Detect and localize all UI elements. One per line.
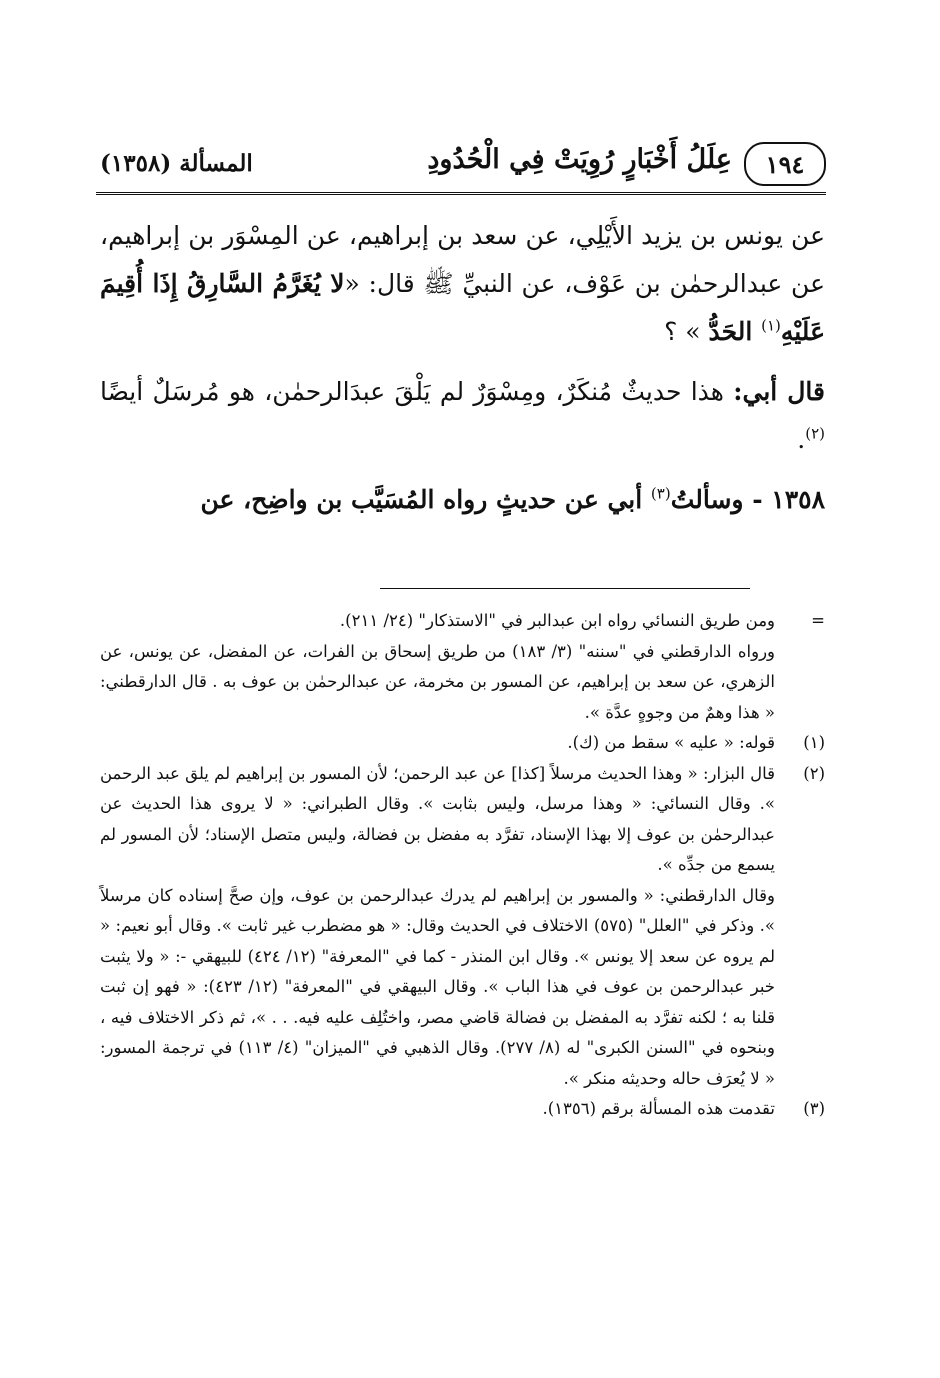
footnotes: [100, 606, 825, 1125]
issue-text: أبي عن حديثٍ رواه المُسَيَّب بن واضِح، عن: [200, 485, 651, 514]
footnote-separator: [380, 588, 750, 589]
footnote-line: ومن طريق النسائي رواه ابن عبدالبر في "الاستذكار" (٢٤/ ٢١١).: [339, 611, 775, 630]
footnote-line: تقدمت هذه المسألة برقم (١٣٥٦).: [542, 1099, 775, 1118]
hadith-text: لا يُغَرَّمُ السَّارِقُ إِذَا أُقِيمَ عَلَيْهِ: [100, 269, 825, 346]
footnote-continuation: [100, 606, 825, 728]
footnote-1: [100, 728, 825, 759]
ruling-end: .: [797, 425, 806, 454]
paragraph-chain: [100, 212, 825, 356]
footnote-marker: (٢): [803, 763, 825, 783]
paragraph-ruling: [100, 368, 825, 464]
book-title: عِلَلُ أَخْبَارٍ رُوِيَتْ فِي الْحُدُودِ: [427, 144, 732, 175]
footnote-line: وقال الدارقطني: « والمسور بن إبراهيم لم يدرك عبدالرحمن بن عوف، وإن صحَّ إسناده كان مرسلاً ». وذكر في "العلل" (٥٧٥) الاختلاف في الحديث وقال: « هو مضطرب غير ثابت ». وقال أبو نعيم: « لم يروه عن سعد إلا يونس ». وقال ابن المنذر - كما في "المعرفة" (١٢/ ٤٢٤) للبيهقي -: « ولا يثبت خبر عبدالرحمن بن عوف في هذا الباب ». وقال البيهقي في "المعرفة" (١٢/ ٤٢٣): « فهو إن ثبت قلنا به ؛ لكنه تفرَّد به المفضل بن فضالة قاضي مصر، واختُلِف عليه فيه. . . »، ثم ذكر الاختلاف فيه ، وبنحوه في "السنن الكبرى" له (٨/ ٢٧٧). وقال الذهبي في "الميزان" (٤/ ١١٣) في ترجمة المسور: « لا يُعرَف حاله وحديثه منكر ».: [100, 885, 775, 1088]
paragraph-issue: [100, 476, 825, 524]
footnote-2: [100, 759, 825, 1095]
hadith-text-end: الحَدُّ: [708, 317, 762, 346]
footnote-ref-1: (١): [761, 316, 781, 335]
footnote-marker: =: [811, 611, 825, 630]
page-number: ١٩٤: [744, 142, 826, 186]
footnote-marker: (١): [803, 733, 825, 752]
speaker-label: قال أبي:: [733, 377, 825, 406]
footnote-line: قوله: « عليه » سقط من (ك).: [567, 733, 775, 752]
header-rule: [96, 192, 826, 195]
footnote-3: [100, 1094, 825, 1125]
footnote-line: قال البزار: « وهذا الحديث مرسلاً [كذا] عن عبد الرحمن؛ لأن المسور بن إبراهيم لم يلق عبد الرحمن ». وقال النسائي: « وهذا مرسل، وليس بثابت ». وقال الطبراني: « لا يروى هذا الحديث عن عبدالرحمٰن بن عوف إلا بهذا الإسناد، تفرَّد به مفضل بن فضالة، وليس متصل الإسناد؛ لأن المسور لم يسمع من جدِّه ».: [100, 763, 775, 874]
issue-label: المسألة (١٣٥٨): [100, 150, 253, 177]
footnote-ref-2: (٢): [805, 424, 825, 443]
main-text: [100, 212, 825, 536]
footnote-marker: (٣): [803, 1099, 825, 1118]
issue-number: ١٣٥٨ - وسألتُ: [670, 485, 825, 514]
footnote-ref-3: (٣): [650, 484, 671, 503]
footnote-line: ورواه الدارقطني في "سننه" (٣/ ١٨٣) من طريق إسحاق بن الفرات، عن المفضل، عن يونس، عن الزهري، عن سعد بن إبراهيم، عن المسور بن مخرمة، عن عبدالرحمٰن بن عوف به . قال الدارقطني: « هذا وهمٌ من وجوهٍ عدَّة ».: [100, 641, 776, 722]
ruling-text: هذا حديثٌ مُنكَرٌ، ومِسْوَرٌ لم يَلْقَ عبدَالرحمٰن، هو مُرسَلٌ أيضًا: [100, 377, 734, 406]
chain-closing: » ؟: [664, 317, 709, 346]
chain-text: عن يونس بن يزيد الأَيْلِي، عن سعد بن إبراهيم، عن المِسْوَر بن إبراهيم، عن عبدالرحمٰن بن عَوْف، عن النبيِّ ﷺ قال: «: [100, 221, 825, 298]
page-header: [96, 128, 826, 192]
